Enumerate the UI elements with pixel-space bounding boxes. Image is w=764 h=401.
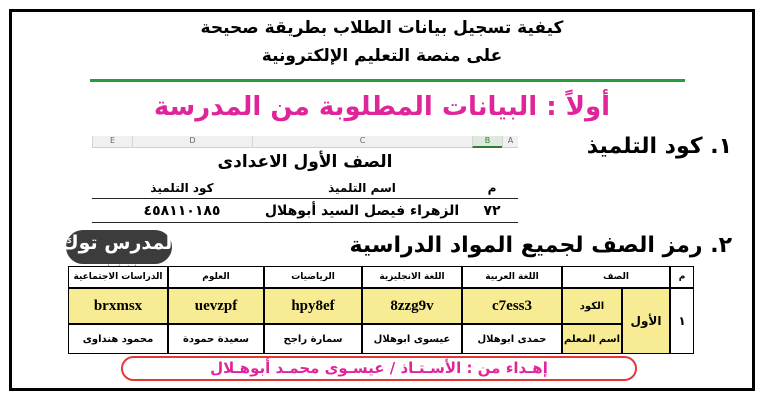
header-grade: الصف <box>562 266 670 288</box>
code-arabic: c7ess3 <box>462 288 562 324</box>
excel-header-name: اسم التلميذ <box>328 181 396 195</box>
section-heading: أولاً : البيانات المطلوبة من المدرسة <box>153 92 611 122</box>
header-english: اللغة الانجليزية <box>362 266 462 288</box>
code-math: hpy8ef <box>264 288 362 324</box>
excel-col-letter: E <box>92 136 132 148</box>
page-title-line1: كيفية تسجيل بيانات الطلاب بطريقة صحيحة <box>200 18 564 38</box>
code-social: brxmsx <box>68 288 168 324</box>
excel-col-letter: A <box>502 136 518 148</box>
excel-grade-title: الصف الأول الاعدادى <box>217 152 393 172</box>
teacher-english: عيسوى ابوهلال <box>362 324 462 354</box>
dedication-banner: إهـداء من : الأسـتـاذ / عيسـوى محمـد أبوهـلال <box>121 356 637 381</box>
excel-student-name: الزهراء فيصل السيد أبوهلال <box>264 203 460 219</box>
excel-snippet <box>92 136 518 228</box>
code-label: الكود <box>562 288 622 324</box>
excel-data-row <box>92 199 518 223</box>
item-class-codes: ٢. رمز الصف لجميع المواد الدراسية <box>349 233 732 258</box>
excel-header-code: كود التلميذ <box>150 181 214 195</box>
teacher-science: سعيدة حمودة <box>168 324 264 354</box>
watermark-text: المدرس توك <box>61 232 179 254</box>
header-math: الرياضيات <box>264 266 362 288</box>
header-num: م <box>670 266 694 288</box>
page-title-line2: على منصة التعليم الإلكترونية <box>261 46 503 66</box>
header-arabic: اللغة العربية <box>462 266 562 288</box>
teacher-social: محمود هنداوى <box>68 324 168 354</box>
grade-value: الأول <box>622 288 670 354</box>
code-english: 8zzg9v <box>362 288 462 324</box>
item-student-code: ١. كود التلميذ <box>586 134 732 159</box>
excel-header-row <box>92 177 518 199</box>
excel-student-code: ٤٥٨١١٠١٨٥ <box>143 203 221 219</box>
row-number: ١ <box>670 288 694 354</box>
green-divider <box>90 79 685 82</box>
class-codes-table <box>68 266 694 354</box>
teacher-label: اسم المعلم <box>562 324 622 354</box>
header-science: العلوم <box>168 266 264 288</box>
excel-header-num: م <box>487 181 497 195</box>
excel-student-num: ٧٢ <box>483 203 501 219</box>
teacher-arabic: حمدى ابوهلال <box>462 324 562 354</box>
code-science: uevzpf <box>168 288 264 324</box>
excel-col-letter-selected: B <box>472 136 502 148</box>
header-social: الدراسات الاجتماعية <box>68 266 168 288</box>
teacher-math: سمارة راجح <box>264 324 362 354</box>
excel-col-letter: D <box>132 136 252 148</box>
excel-col-letter: C <box>252 136 472 148</box>
excel-column-header <box>92 136 518 148</box>
